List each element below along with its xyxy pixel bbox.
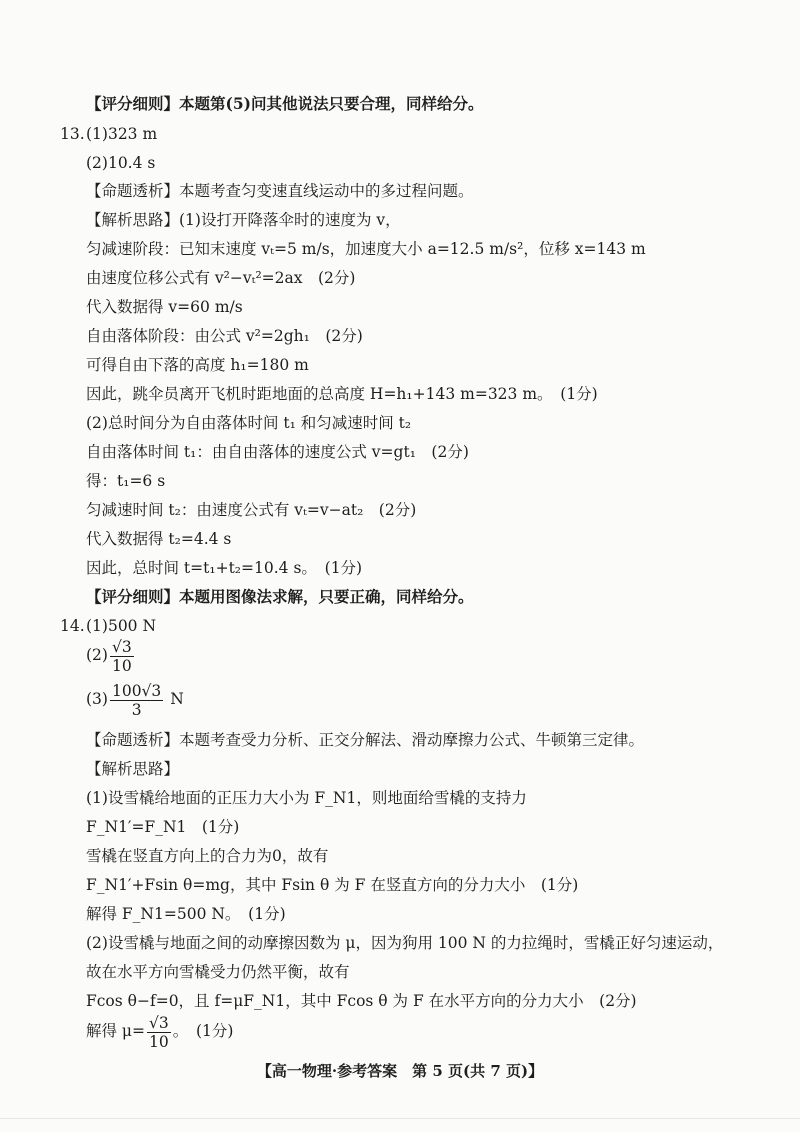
q14-answer-2: (2) $\frac{√3}{10}$	[86, 637, 132, 675]
q13-analysis-start: 【解析思路】(1)设打开降落伞时的速度为 v，	[86, 211, 401, 229]
q13-answer-1: (1)323 m	[86, 125, 158, 143]
q13-line: 可得自由下落的高度 h₁=180 m	[86, 356, 309, 374]
q14-number: 14.	[60, 617, 85, 635]
q14-answer-1: (1)500 N	[86, 617, 157, 635]
q14-line: (1)设雪橇给地面的正压力大小为 F_N1，则地面给雪橇的支持力	[86, 789, 527, 807]
bottom-rule	[0, 1118, 800, 1119]
q13-line: 代入数据得 v=60 m/s	[86, 298, 243, 316]
page-footer: 【高一物理·参考答案 第 5 页(共 7 页)】	[256, 1062, 544, 1080]
q13-intent: 【命题透析】本题考查匀变速直线运动中的多过程问题。	[86, 182, 474, 200]
q14-line: 故在水平方向雪橇受力仍然平衡，故有	[86, 963, 350, 981]
q13-line: 匀减速阶段：已知末速度 vₜ=5 m/s，加速度大小 a=12.5 m/s²，位移 x=143 m	[86, 240, 646, 258]
scoring-note-13: 【评分细则】本题用图像法求解，只要正确，同样给分。	[86, 587, 474, 606]
q14-line: 解得 F_N1=500 N。 (1分)	[86, 905, 286, 923]
q14-analysis-start: 【解析思路】	[86, 760, 180, 778]
scoring-note-5: 【评分细则】本题第(5)问其他说法只要合理，同样给分。	[86, 94, 484, 113]
q13-answer-2: (2)10.4 s	[86, 154, 156, 172]
q13-line: 因此，跳伞员离开飞机时距地面的总高度 H=h₁+143 m=323 m。 (1分)	[86, 385, 598, 403]
q14-line: F_N1′+Fsin θ=mg，其中 Fsin θ 为 F 在竖直方向的分力大小 (1分)	[86, 876, 579, 894]
q14-answer-3: (3) $\frac{100√3}{3}$ N	[86, 681, 184, 719]
q14-line: F_N1′=F_N1 (1分)	[86, 818, 240, 836]
q13-line: (2)总时间分为自由落体时间 t₁ 和匀减速时间 t₂	[86, 414, 412, 432]
q13-line: 匀减速时间 t₂：由速度公式有 vₜ=v−at₂ (2分)	[86, 501, 417, 519]
q13-line: 因此，总时间 t=t₁+t₂=10.4 s。 (1分)	[86, 559, 363, 577]
q14-line: 雪橇在竖直方向上的合力为0，故有	[86, 847, 329, 865]
q14-line: Fcos θ−f=0，且 f=μF_N1，其中 Fcos θ 为 F 在水平方向的分力大小 (2分)	[86, 992, 637, 1010]
q13-line: 得：t₁=6 s	[86, 472, 166, 490]
q14-intent: 【命题透析】本题考查受力分析、正交分解法、滑动摩擦力公式、牛顿第三定律。	[86, 731, 645, 749]
q14-line: (2)设雪橇与地面之间的动摩擦因数为 μ，因为狗用 100 N 的力拉绳时，雪橇正好匀速运动，	[86, 934, 724, 952]
q13-line: 由速度位移公式有 v²−vₜ²=2ax (2分)	[86, 269, 356, 287]
q13-number: 13.	[60, 125, 85, 143]
q13-line: 自由落体阶段：由公式 v²=2gh₁ (2分)	[86, 327, 363, 345]
q13-line: 代入数据得 t₂=4.4 s	[86, 530, 232, 548]
q14-mu-result: 解得 μ= $\frac{√3}{10}$ 。 (1分)	[86, 1013, 234, 1051]
q13-line: 自由落体时间 t₁：由自由落体的速度公式 v=gt₁ (2分)	[86, 443, 469, 461]
